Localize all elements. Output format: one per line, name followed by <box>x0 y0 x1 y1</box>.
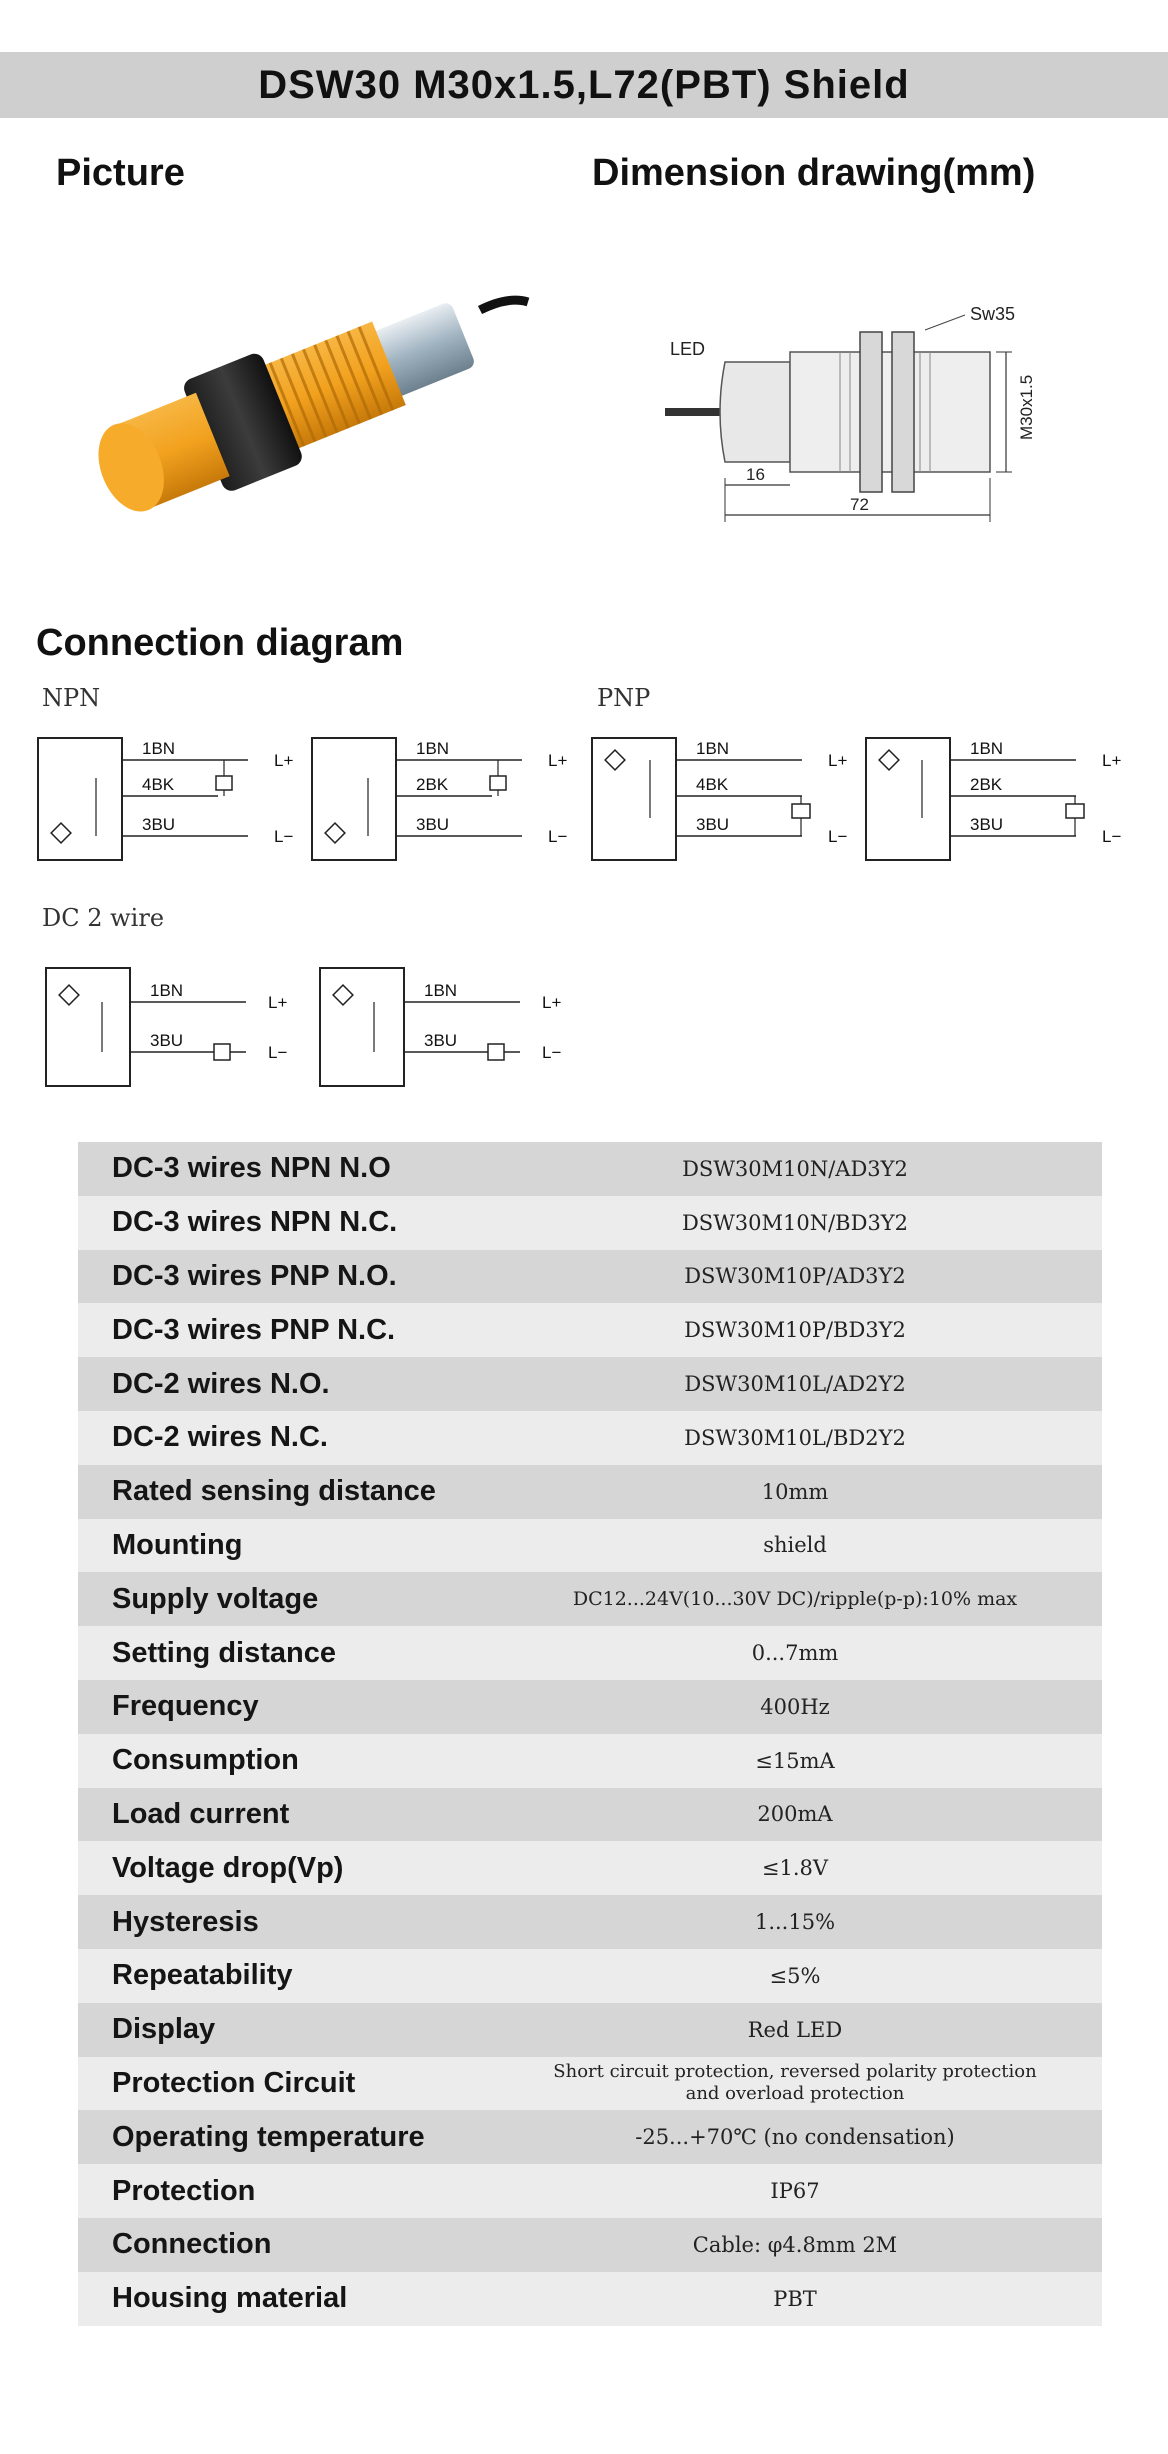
table-row <box>78 2218 1102 2272</box>
l-minus-label: L− <box>828 827 848 846</box>
wire-label: 4BK <box>696 775 729 794</box>
spec-label: DC-3 wires NPN N.O <box>78 1142 488 1196</box>
spec-label: Frequency <box>78 1680 488 1734</box>
table-row <box>78 1734 1102 1788</box>
l-plus-label: L+ <box>828 751 848 770</box>
table-row <box>78 2110 1102 2164</box>
wire-label: 2BK <box>970 775 1003 794</box>
spec-value: ≤5% <box>488 1949 1102 2003</box>
l-plus-label: L+ <box>548 751 568 770</box>
dimension-heading: Dimension drawing(mm) <box>592 152 1036 194</box>
table-row <box>78 1841 1102 1895</box>
spec-value: Short circuit protection, reversed polarity protection and overload protection <box>488 2057 1102 2111</box>
wire-label: 3BU <box>150 1031 184 1050</box>
l-plus-label: L+ <box>274 751 294 770</box>
spec-value: DSW30M10P/AD3Y2 <box>488 1250 1102 1304</box>
spec-label: Supply voltage <box>78 1572 488 1626</box>
spec-value: 400Hz <box>488 1680 1102 1734</box>
npn-nc-diagram <box>312 738 567 860</box>
l-plus-label: L+ <box>1102 751 1122 770</box>
spec-value: DSW30M10L/BD2Y2 <box>488 1411 1102 1465</box>
spec-value: 10mm <box>488 1465 1102 1519</box>
product-photo <box>60 260 530 550</box>
dc2-label: DC 2 wire <box>42 904 165 932</box>
table-row <box>78 1680 1102 1734</box>
wire-label: 1BN <box>142 739 176 758</box>
spec-label: DC-3 wires NPN N.C. <box>78 1196 488 1250</box>
l-minus-label: L− <box>274 827 294 846</box>
wrench-label: Sw35 <box>970 304 1016 324</box>
wire-label: 1BN <box>150 981 184 1000</box>
length-72-label: 72 <box>850 495 869 514</box>
wire-label: 3BU <box>416 815 450 834</box>
spec-label: Consumption <box>78 1734 488 1788</box>
thread-label: M30x1.5 <box>1017 374 1036 440</box>
table-row <box>78 1788 1102 1842</box>
spec-label: DC-3 wires PNP N.O. <box>78 1250 488 1304</box>
spec-value: Red LED <box>488 2003 1102 2057</box>
dimension-drawing <box>660 290 1080 540</box>
pnp-nc-diagram <box>866 738 1121 860</box>
table-row <box>78 1196 1102 1250</box>
spec-value: DC12...24V(10...30V DC)/ripple(p-p):10% max <box>488 1572 1102 1626</box>
spec-value: DSW30M10N/AD3Y2 <box>488 1142 1102 1196</box>
dc2-no-diagram <box>46 968 287 1086</box>
connection-heading: Connection diagram <box>36 622 404 664</box>
spec-label: Mounting <box>78 1519 488 1573</box>
spec-label: Voltage drop(Vp) <box>78 1841 488 1895</box>
wire-label: 1BN <box>696 739 730 758</box>
l-minus-label: L− <box>548 827 568 846</box>
spec-label: DC-2 wires N.C. <box>78 1411 488 1465</box>
spec-label: Connection <box>78 2218 488 2272</box>
npn-no-diagram <box>38 738 293 860</box>
wire-label: 1BN <box>416 739 450 758</box>
table-row <box>78 1519 1102 1573</box>
spec-label: Hysteresis <box>78 1895 488 1949</box>
spec-value: DSW30M10N/BD3Y2 <box>488 1196 1102 1250</box>
wire-label: 3BU <box>142 815 176 834</box>
dc2-nc-diagram <box>320 968 561 1086</box>
wire-label: 1BN <box>970 739 1004 758</box>
table-row <box>78 1250 1102 1304</box>
wire-label: 1BN <box>424 981 458 1000</box>
led-label: LED <box>670 339 706 359</box>
spec-label: Operating temperature <box>78 2110 488 2164</box>
table-row <box>78 2272 1102 2326</box>
table-row <box>78 2057 1102 2111</box>
l-minus-label: L− <box>1102 827 1122 846</box>
spec-label: Setting distance <box>78 1626 488 1680</box>
spec-value: 1...15% <box>488 1895 1102 1949</box>
spec-label: Load current <box>78 1788 488 1842</box>
spec-value: -25...+70℃ (no condensation) <box>488 2110 1102 2164</box>
wire-label: 3BU <box>424 1031 458 1050</box>
l-plus-label: L+ <box>268 993 288 1012</box>
spec-label: Display <box>78 2003 488 2057</box>
spec-label: Rated sensing distance <box>78 1465 488 1519</box>
table-row <box>78 1411 1102 1465</box>
spec-value: shield <box>488 1519 1102 1573</box>
table-row <box>78 2164 1102 2218</box>
wire-label: 3BU <box>970 815 1004 834</box>
table-row <box>78 1949 1102 2003</box>
spec-label: Protection Circuit <box>78 2057 488 2111</box>
spec-value: IP67 <box>488 2164 1102 2218</box>
length-16-label: 16 <box>746 465 765 484</box>
spec-value: ≤15mA <box>488 1734 1102 1788</box>
spec-label: Housing material <box>78 2272 488 2326</box>
wire-label: 4BK <box>142 775 175 794</box>
spec-value: Cable: φ4.8mm 2M <box>488 2218 1102 2272</box>
spec-label: DC-3 wires PNP N.C. <box>78 1303 488 1357</box>
wire-label: 3BU <box>696 815 730 834</box>
spec-value: PBT <box>488 2272 1102 2326</box>
spec-table <box>78 1142 1102 2326</box>
table-row <box>78 1895 1102 1949</box>
npn-label: NPN <box>42 684 101 712</box>
pnp-no-diagram <box>592 738 847 860</box>
wiring-diagrams <box>0 720 1168 1100</box>
l-minus-label: L− <box>542 1043 562 1062</box>
table-row <box>78 1626 1102 1680</box>
spec-value: 0...7mm <box>488 1626 1102 1680</box>
page-title: DSW30 M30x1.5,L72(PBT) Shield <box>258 62 910 107</box>
table-row <box>78 1357 1102 1411</box>
wire-label: 2BK <box>416 775 449 794</box>
table-row <box>78 1142 1102 1196</box>
picture-heading: Picture <box>56 152 185 194</box>
table-row <box>78 1303 1102 1357</box>
spec-label: Protection <box>78 2164 488 2218</box>
spec-value: 200mA <box>488 1788 1102 1842</box>
pnp-label: PNP <box>597 684 651 712</box>
spec-value: DSW30M10P/BD3Y2 <box>488 1303 1102 1357</box>
table-row <box>78 1572 1102 1626</box>
spec-label: Repeatability <box>78 1949 488 2003</box>
l-plus-label: L+ <box>542 993 562 1012</box>
table-row <box>78 1465 1102 1519</box>
title-bar <box>0 52 1168 118</box>
spec-label: DC-2 wires N.O. <box>78 1357 488 1411</box>
spec-value: ≤1.8V <box>488 1841 1102 1895</box>
l-minus-label: L− <box>268 1043 288 1062</box>
table-row <box>78 2003 1102 2057</box>
spec-value: DSW30M10L/AD2Y2 <box>488 1357 1102 1411</box>
